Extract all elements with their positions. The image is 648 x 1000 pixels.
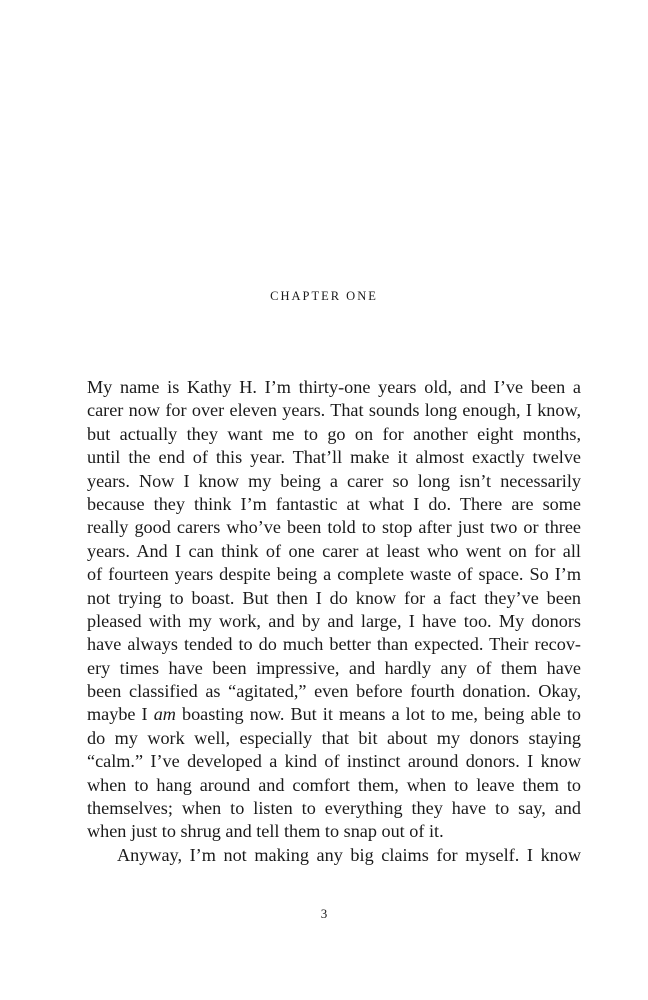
text-line: but actually they want me to go on for another eight months,	[87, 423, 581, 444]
text-line: do my work well, especially that bit about my donors staying	[87, 727, 581, 748]
paragraph-last-line: when just to shrug and tell them to snap out of it.	[87, 821, 444, 842]
emphasis-line-text: maybe I am boasting now. But it means a lot to me, being able to	[87, 704, 581, 725]
text-line: because they think I’m fantastic at what I do. There are some	[87, 493, 581, 514]
text-line: of fourteen years despite being a complete waste of space. So I’m	[87, 564, 581, 585]
chapter-heading: CHAPTER ONE	[270, 289, 378, 303]
text-line: ery times have been impressive, and hardly any of them have	[87, 657, 581, 678]
text-line: not trying to boast. But then I do know for a fact they’ve been	[87, 587, 581, 608]
text-line: My name is Kathy H. I’m thirty-one years old, and I’ve been a	[87, 377, 581, 397]
text-line-with-emphasis	[87, 703, 581, 726]
text-line: when to hang around and comfort them, when to leave them to	[87, 774, 581, 795]
page-number: 3	[320, 906, 328, 921]
emphasized-word: am	[153, 704, 176, 725]
text-line: years. Now I know my being a carer so long isn’t necessarily	[87, 470, 581, 491]
text-line: been classified as “agitated,” even before fourth donation. Okay,	[87, 681, 581, 702]
text-line: have always tended to do much better than expected. Their recov-	[87, 634, 581, 655]
text-line: pleased with my work, and by and large, I have too. My donors	[87, 610, 581, 631]
text-line: “calm.” I’ve developed a kind of instinct around donors. I know	[87, 751, 581, 772]
body-text	[87, 376, 581, 867]
paragraph-first-line: Anyway, I’m not making any big claims for myself. I know	[117, 844, 581, 865]
text-line: until the end of this year. That’ll make it almost exactly twelve	[87, 447, 581, 468]
text-line: carer now for over eleven years. That sounds long enough, I know,	[87, 400, 581, 421]
text-line: really good carers who’ve been told to stop after just two or three	[87, 517, 581, 538]
text-line: themselves; when to listen to everything they have to say, and	[87, 798, 581, 819]
text-line: years. And I can think of one carer at least who went on for all	[87, 540, 581, 561]
